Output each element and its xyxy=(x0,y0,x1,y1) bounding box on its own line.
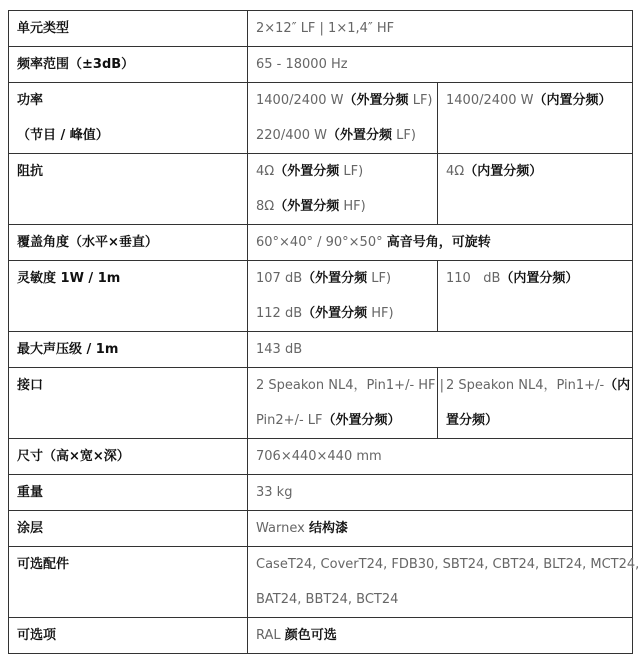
value-weight: 33 kg xyxy=(248,475,633,511)
label-sensitivity: 灵敏度 1W / 1m xyxy=(9,261,248,332)
row-weight xyxy=(9,475,633,511)
impedance-internal-line1: 4Ω（内置分频） xyxy=(446,164,543,179)
row-freq-range xyxy=(9,47,633,83)
connectors-external-line1: 2 Speakon NL4，Pin1+/- HF | xyxy=(256,378,445,393)
accessories-line2: BAT24, BBT24, BCT24 xyxy=(256,592,399,607)
sensitivity-external-line1: 107 dB（外置分频 LF) xyxy=(256,271,392,286)
power-internal-line1: 1400/2400 W（内置分频） xyxy=(446,93,612,108)
row-impedance xyxy=(9,154,633,225)
label-impedance: 阻抗 xyxy=(9,154,248,225)
label-power-line2: （节目 / 峰值） xyxy=(17,128,109,143)
value-options: RAL 颜色可选 xyxy=(248,618,633,654)
label-dimensions: 尺寸（高×宽×深） xyxy=(9,439,248,475)
value-coating: Warnex 结构漆 xyxy=(248,511,633,547)
value-coverage: 60°×40° / 90°×50° 高音号角，可旋转 xyxy=(248,225,633,261)
row-accessories xyxy=(9,547,633,618)
row-max-spl xyxy=(9,332,633,368)
connectors-internal-line1: 2 Speakon NL4，Pin1+/-（内 xyxy=(446,378,631,393)
sensitivity-external-line2: 112 dB（外置分频 HF) xyxy=(256,306,394,321)
label-max-spl: 最大声压级 / 1m xyxy=(9,332,248,368)
value-connectors-internal xyxy=(438,368,633,439)
label-power-line1: 功率 xyxy=(17,93,44,108)
label-driver-type: 单元类型 xyxy=(9,11,248,47)
label-power xyxy=(9,83,248,154)
label-accessories: 可选配件 xyxy=(9,547,248,618)
label-coating: 涂层 xyxy=(9,511,248,547)
impedance-external-line2: 8Ω（外置分频 HF) xyxy=(256,199,366,214)
spec-table xyxy=(8,10,640,654)
row-connectors xyxy=(9,368,633,439)
value-impedance-internal xyxy=(438,154,633,225)
value-accessories xyxy=(248,547,640,618)
row-coating xyxy=(9,511,633,547)
value-max-spl: 143 dB xyxy=(248,332,633,368)
value-sensitivity-internal xyxy=(438,261,633,332)
row-coverage xyxy=(9,225,633,261)
label-coverage: 覆盖角度（水平×垂直） xyxy=(9,225,248,261)
row-power xyxy=(9,83,633,154)
value-driver-type: 2×12″ LF | 1×1,4″ HF xyxy=(248,11,633,47)
value-power-internal xyxy=(438,83,633,154)
value-power-external xyxy=(248,83,438,154)
row-driver-type xyxy=(9,11,633,47)
value-impedance-external xyxy=(248,154,438,225)
label-connectors: 接口 xyxy=(9,368,248,439)
power-external-line2: 220/400 W（外置分频 LF) xyxy=(256,128,416,143)
label-options: 可选项 xyxy=(9,618,248,654)
label-weight: 重量 xyxy=(9,475,248,511)
sensitivity-internal-line1: 110 dB（内置分频） xyxy=(446,271,579,286)
row-sensitivity xyxy=(9,261,633,332)
value-sensitivity-external xyxy=(248,261,438,332)
value-freq-range: 65 - 18000 Hz xyxy=(248,47,633,83)
label-freq-range: 频率范围（±3dB） xyxy=(9,47,248,83)
row-options xyxy=(9,618,633,654)
accessories-line1: CaseT24, CoverT24, FDB30, SBT24, CBT24, BLT24, MCT24, xyxy=(256,557,640,572)
connectors-internal-line2: 置分频） xyxy=(446,413,499,428)
value-dimensions: 706×440×440 mm xyxy=(248,439,633,475)
power-external-line1: 1400/2400 W（外置分频 LF) xyxy=(256,93,433,108)
row-dimensions xyxy=(9,439,633,475)
impedance-external-line1: 4Ω（外置分频 LF) xyxy=(256,164,364,179)
value-connectors-external xyxy=(248,368,445,439)
connectors-external-line2: Pin2+/- LF（外置分频） xyxy=(256,413,401,428)
